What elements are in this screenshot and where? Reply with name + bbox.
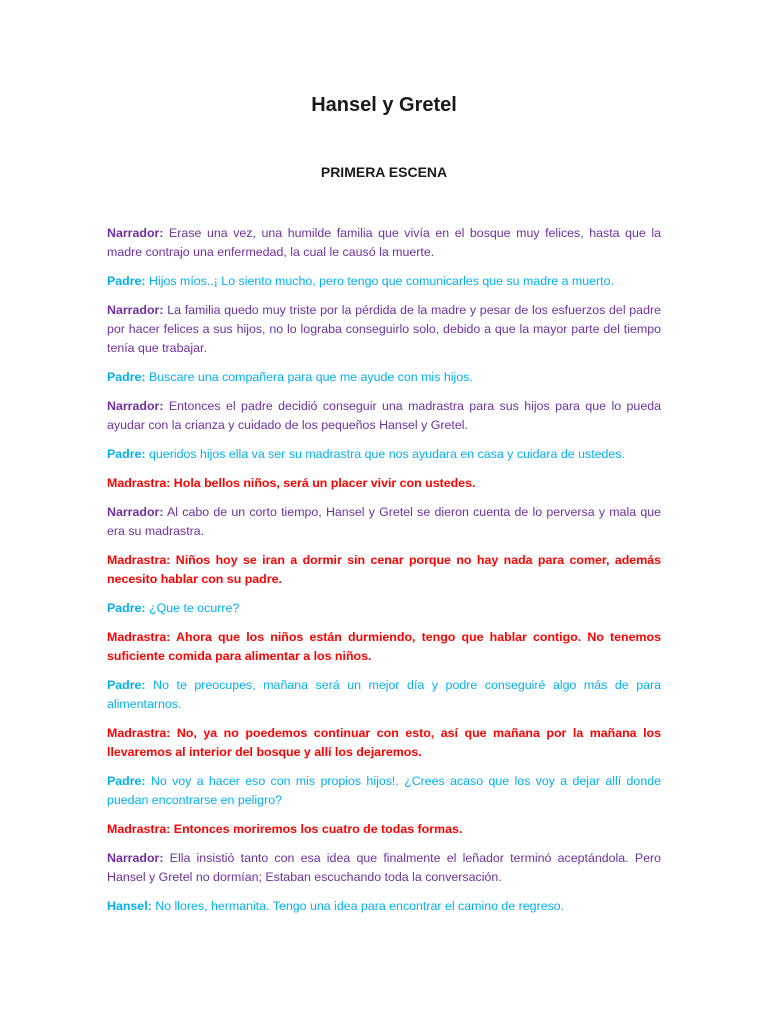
speaker-label: Hansel:	[107, 899, 152, 913]
dialogue-line-padre	[107, 772, 661, 810]
line-text: No te preocupes, mañana será un mejor día y podre conseguiré algo más de para alimentarnos.	[107, 678, 661, 711]
speaker-label: Padre:	[107, 370, 146, 384]
speaker-label: Madrastra:	[107, 630, 171, 644]
line-text: Ella insistió tanto con esa idea que finalmente el leñador terminó aceptándola. Pero Hansel y Gretel no dormían; Estaban escuchando toda la conversación.	[107, 851, 661, 884]
document-title: Hansel y Gretel	[311, 94, 457, 116]
dialogue-line-narrador	[107, 301, 661, 358]
speaker-label: Padre:	[107, 274, 146, 288]
dialogue-line-narrador	[107, 503, 661, 541]
dialogue-line-madrastra	[107, 474, 661, 493]
dialogue-body	[107, 224, 661, 926]
line-text: No llores, hermanita. Tengo una idea para encontrar el camino de regreso.	[151, 899, 565, 913]
dialogue-line-madrastra	[107, 628, 661, 666]
line-text: ¿Que te ocurre?	[145, 601, 240, 615]
dialogue-line-narrador	[107, 397, 661, 435]
speaker-label: Madrastra:	[107, 726, 171, 740]
speaker-label: Narrador:	[107, 399, 164, 413]
dialogue-line-madrastra	[107, 724, 661, 762]
line-text: Entonces el padre decidió conseguir una madrastra para sus hijos para que lo pueda ayudar con la crianza y cuidado de los pequeños Hansel y Gretel.	[107, 399, 661, 432]
speaker-label: Padre:	[107, 774, 146, 788]
speaker-label: Narrador:	[107, 505, 164, 519]
speaker-label: Madrastra:	[107, 476, 171, 490]
dialogue-line-padre	[107, 445, 661, 464]
speaker-label: Padre:	[107, 678, 146, 692]
speaker-label: Narrador:	[107, 303, 164, 317]
dialogue-line-madrastra	[107, 551, 661, 589]
line-text: Buscare una compañera para que me ayude con mis hijos.	[145, 370, 473, 384]
dialogue-line-narrador	[107, 849, 661, 887]
line-text: Al cabo de un corto tiempo, Hansel y Gretel se dieron cuenta de lo perversa y mala que era su madrastra.	[107, 505, 661, 538]
line-text: Ahora que los niños están durmiendo, tengo que hablar contigo. No tenemos suficiente comida para alimentar a los niños.	[107, 630, 661, 663]
line-text: Hijos míos..¡ Lo siento mucho, pero tengo que comunicarles que su madre a muerto.	[145, 274, 614, 288]
speaker-label: Narrador:	[107, 226, 164, 240]
line-text: No, ya no poedemos continuar con esto, así que mañana por la mañana los llevaremos al interior del bosque y allí los dejaremos.	[107, 726, 661, 759]
line-text: queridos hijos ella va ser su madrastra que nos ayudara en casa y cuidara de ustedes.	[145, 447, 625, 461]
line-text: Niños hoy se iran a dormir sin cenar porque no hay nada para comer, además necesito hablar con su padre.	[107, 553, 661, 586]
speaker-label: Madrastra:	[107, 822, 171, 836]
dialogue-line-madrastra	[107, 820, 661, 839]
line-text: La familia quedo muy triste por la pérdida de la madre y pesar de los esfuerzos del padre por hacer felices a sus hijos, no lo lograba conseguirlo solo, debido a que la mayor parte del tiempo tenía que trabajar.	[107, 303, 661, 355]
line-text: Hola bellos niños, será un placer vivir con ustedes.	[170, 476, 476, 490]
line-text: No voy a hacer eso con mis propios hijos!. ¿Crees acaso que los voy a dejar allí donde puedan encontrarse en peligro?	[107, 774, 661, 807]
line-text: Erase una vez, una humilde familia que vivía en el bosque muy felices, hasta que la madre contrajo una enfermedad, la cual le causó la muerte.	[107, 226, 661, 259]
dialogue-line-hansel	[107, 897, 661, 916]
dialogue-line-padre	[107, 599, 661, 618]
speaker-label: Narrador:	[107, 851, 164, 865]
line-text: Entonces moriremos los cuatro de todas formas.	[170, 822, 463, 836]
dialogue-line-padre	[107, 272, 661, 291]
speaker-label: Madrastra:	[107, 553, 171, 567]
dialogue-line-padre	[107, 676, 661, 714]
scene-heading: PRIMERA ESCENA	[320, 164, 448, 180]
speaker-label: Padre:	[107, 447, 146, 461]
dialogue-line-padre	[107, 368, 661, 387]
speaker-label: Padre:	[107, 601, 146, 615]
dialogue-line-narrador	[107, 224, 661, 262]
